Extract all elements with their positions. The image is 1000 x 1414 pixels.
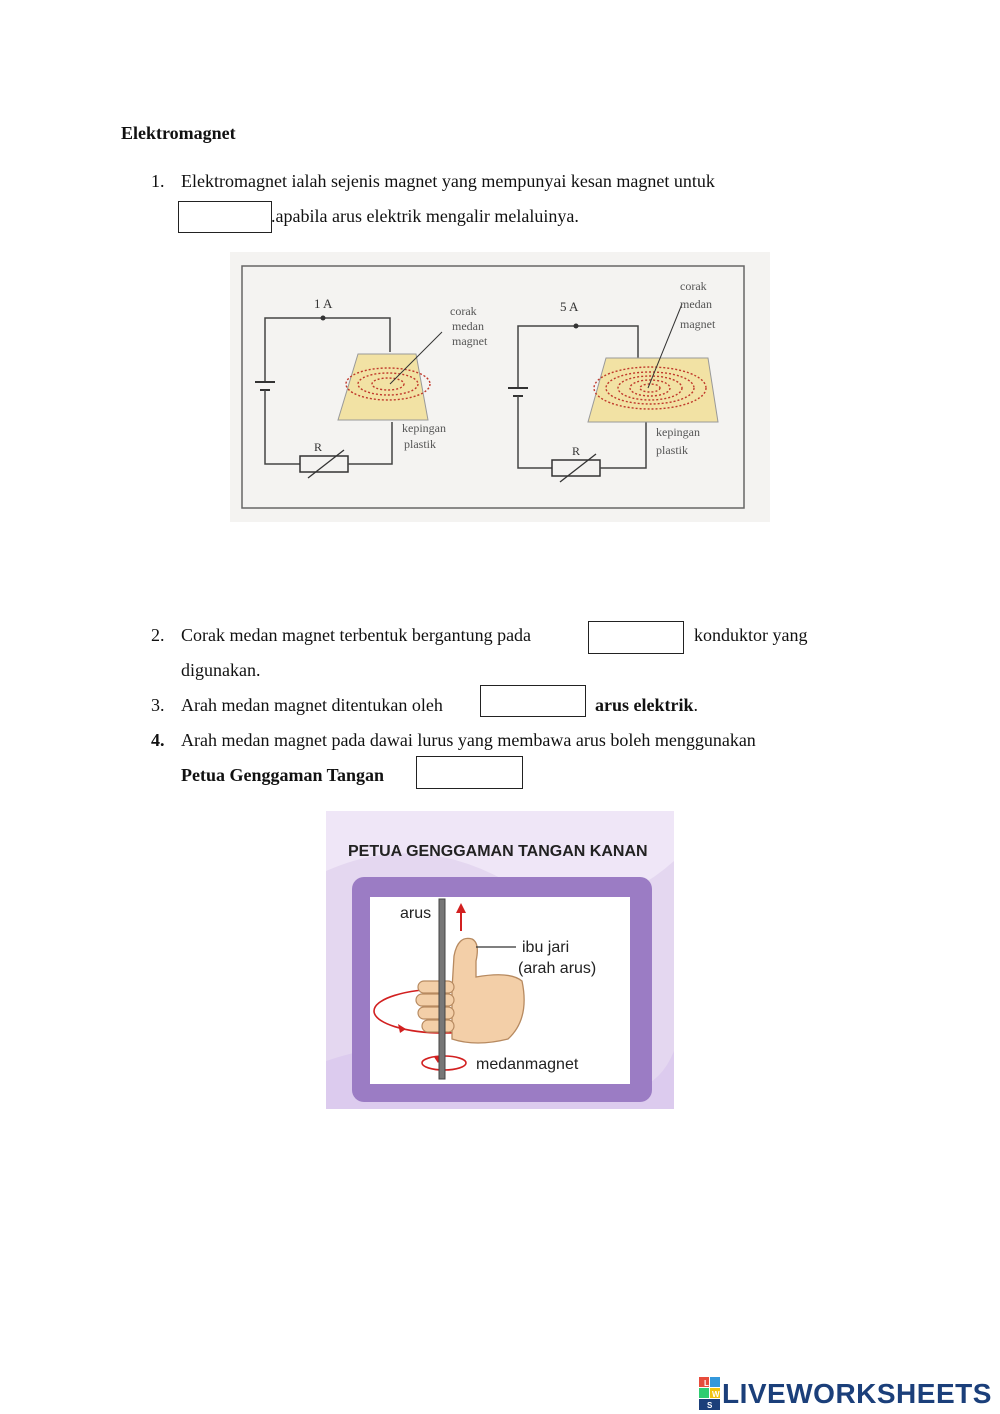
q1-answer-input[interactable] <box>178 201 272 233</box>
figure-electromagnet-circuits <box>230 252 770 522</box>
right-circuit <box>508 279 718 482</box>
q4-line2: Petua Genggaman Tangan <box>181 765 385 785</box>
q3-number: 3. <box>151 695 165 715</box>
q3-text-before: Arah medan magnet ditentukan oleh <box>181 695 443 715</box>
left-current-label: 1 A <box>314 296 333 311</box>
q2-number: 2. <box>151 625 165 645</box>
q2-answer-input[interactable] <box>588 621 684 654</box>
svg-text:medan: medan <box>680 297 712 311</box>
label-thumb-2: (arah arus) <box>518 960 597 977</box>
page-title: Elektromagnet <box>121 123 236 143</box>
q3-text-bold: arus elektrik <box>595 695 694 715</box>
grip-rule-diagram <box>326 811 674 1109</box>
label-current: arus <box>400 905 432 922</box>
conductor-rod <box>439 899 445 1079</box>
left-circuit <box>255 296 488 478</box>
label-thumb-1: ibu jari <box>522 939 570 956</box>
svg-text:L: L <box>704 1379 709 1388</box>
circuit-diagram <box>230 252 770 522</box>
q3-text-end: . <box>693 695 698 715</box>
figure-right-hand-grip-rule <box>326 811 674 1109</box>
svg-text:kepingan: kepingan <box>656 425 700 439</box>
q2-line1-after: konduktor yang <box>694 625 808 645</box>
q1-line2: .apabila arus elektrik mengalir melaluinya. <box>271 206 579 226</box>
q4-answer-input[interactable] <box>416 756 523 789</box>
svg-text:R: R <box>572 444 581 458</box>
figure2-title: PETUA GENGGAMAN TANGAN KANAN <box>348 843 648 860</box>
q1-number: 1. <box>151 171 165 191</box>
liveworksheets-logo-icon <box>698 1376 722 1412</box>
svg-text:plastik: plastik <box>656 443 688 457</box>
svg-text:magnet: magnet <box>680 317 716 331</box>
q2-line1-before: Corak medan magnet terbentuk bergantung pada <box>181 625 532 645</box>
right-current-label: 5 A <box>560 299 579 314</box>
q4-line1: Arah medan magnet pada dawai lurus yang membawa arus boleh menggunakan <box>181 730 756 750</box>
q1-line1: Elektromagnet ialah sejenis magnet yang mempunyai kesan magnet untuk <box>181 171 715 191</box>
svg-text:magnet: magnet <box>452 334 488 348</box>
right-resistor <box>552 460 600 476</box>
svg-text:S: S <box>707 1401 713 1410</box>
q4-number: 4. <box>151 730 165 750</box>
q2-line2: digunakan. <box>181 660 261 680</box>
liveworksheets-watermark <box>698 1374 992 1414</box>
svg-text:W: W <box>712 1390 720 1399</box>
label-field: medanmagnet <box>476 1056 579 1073</box>
svg-text:R: R <box>314 440 323 454</box>
left-resistor <box>300 456 348 472</box>
liveworksheets-text: LIVEWORKSHEETS <box>722 1378 992 1409</box>
svg-text:medan: medan <box>452 319 484 333</box>
svg-text:kepingan: kepingan <box>402 421 446 435</box>
left-plate <box>338 354 428 420</box>
svg-text:corak: corak <box>680 279 707 293</box>
q3-answer-input[interactable] <box>480 685 586 717</box>
svg-text:plastik: plastik <box>404 437 436 451</box>
svg-text:corak: corak <box>450 304 477 318</box>
